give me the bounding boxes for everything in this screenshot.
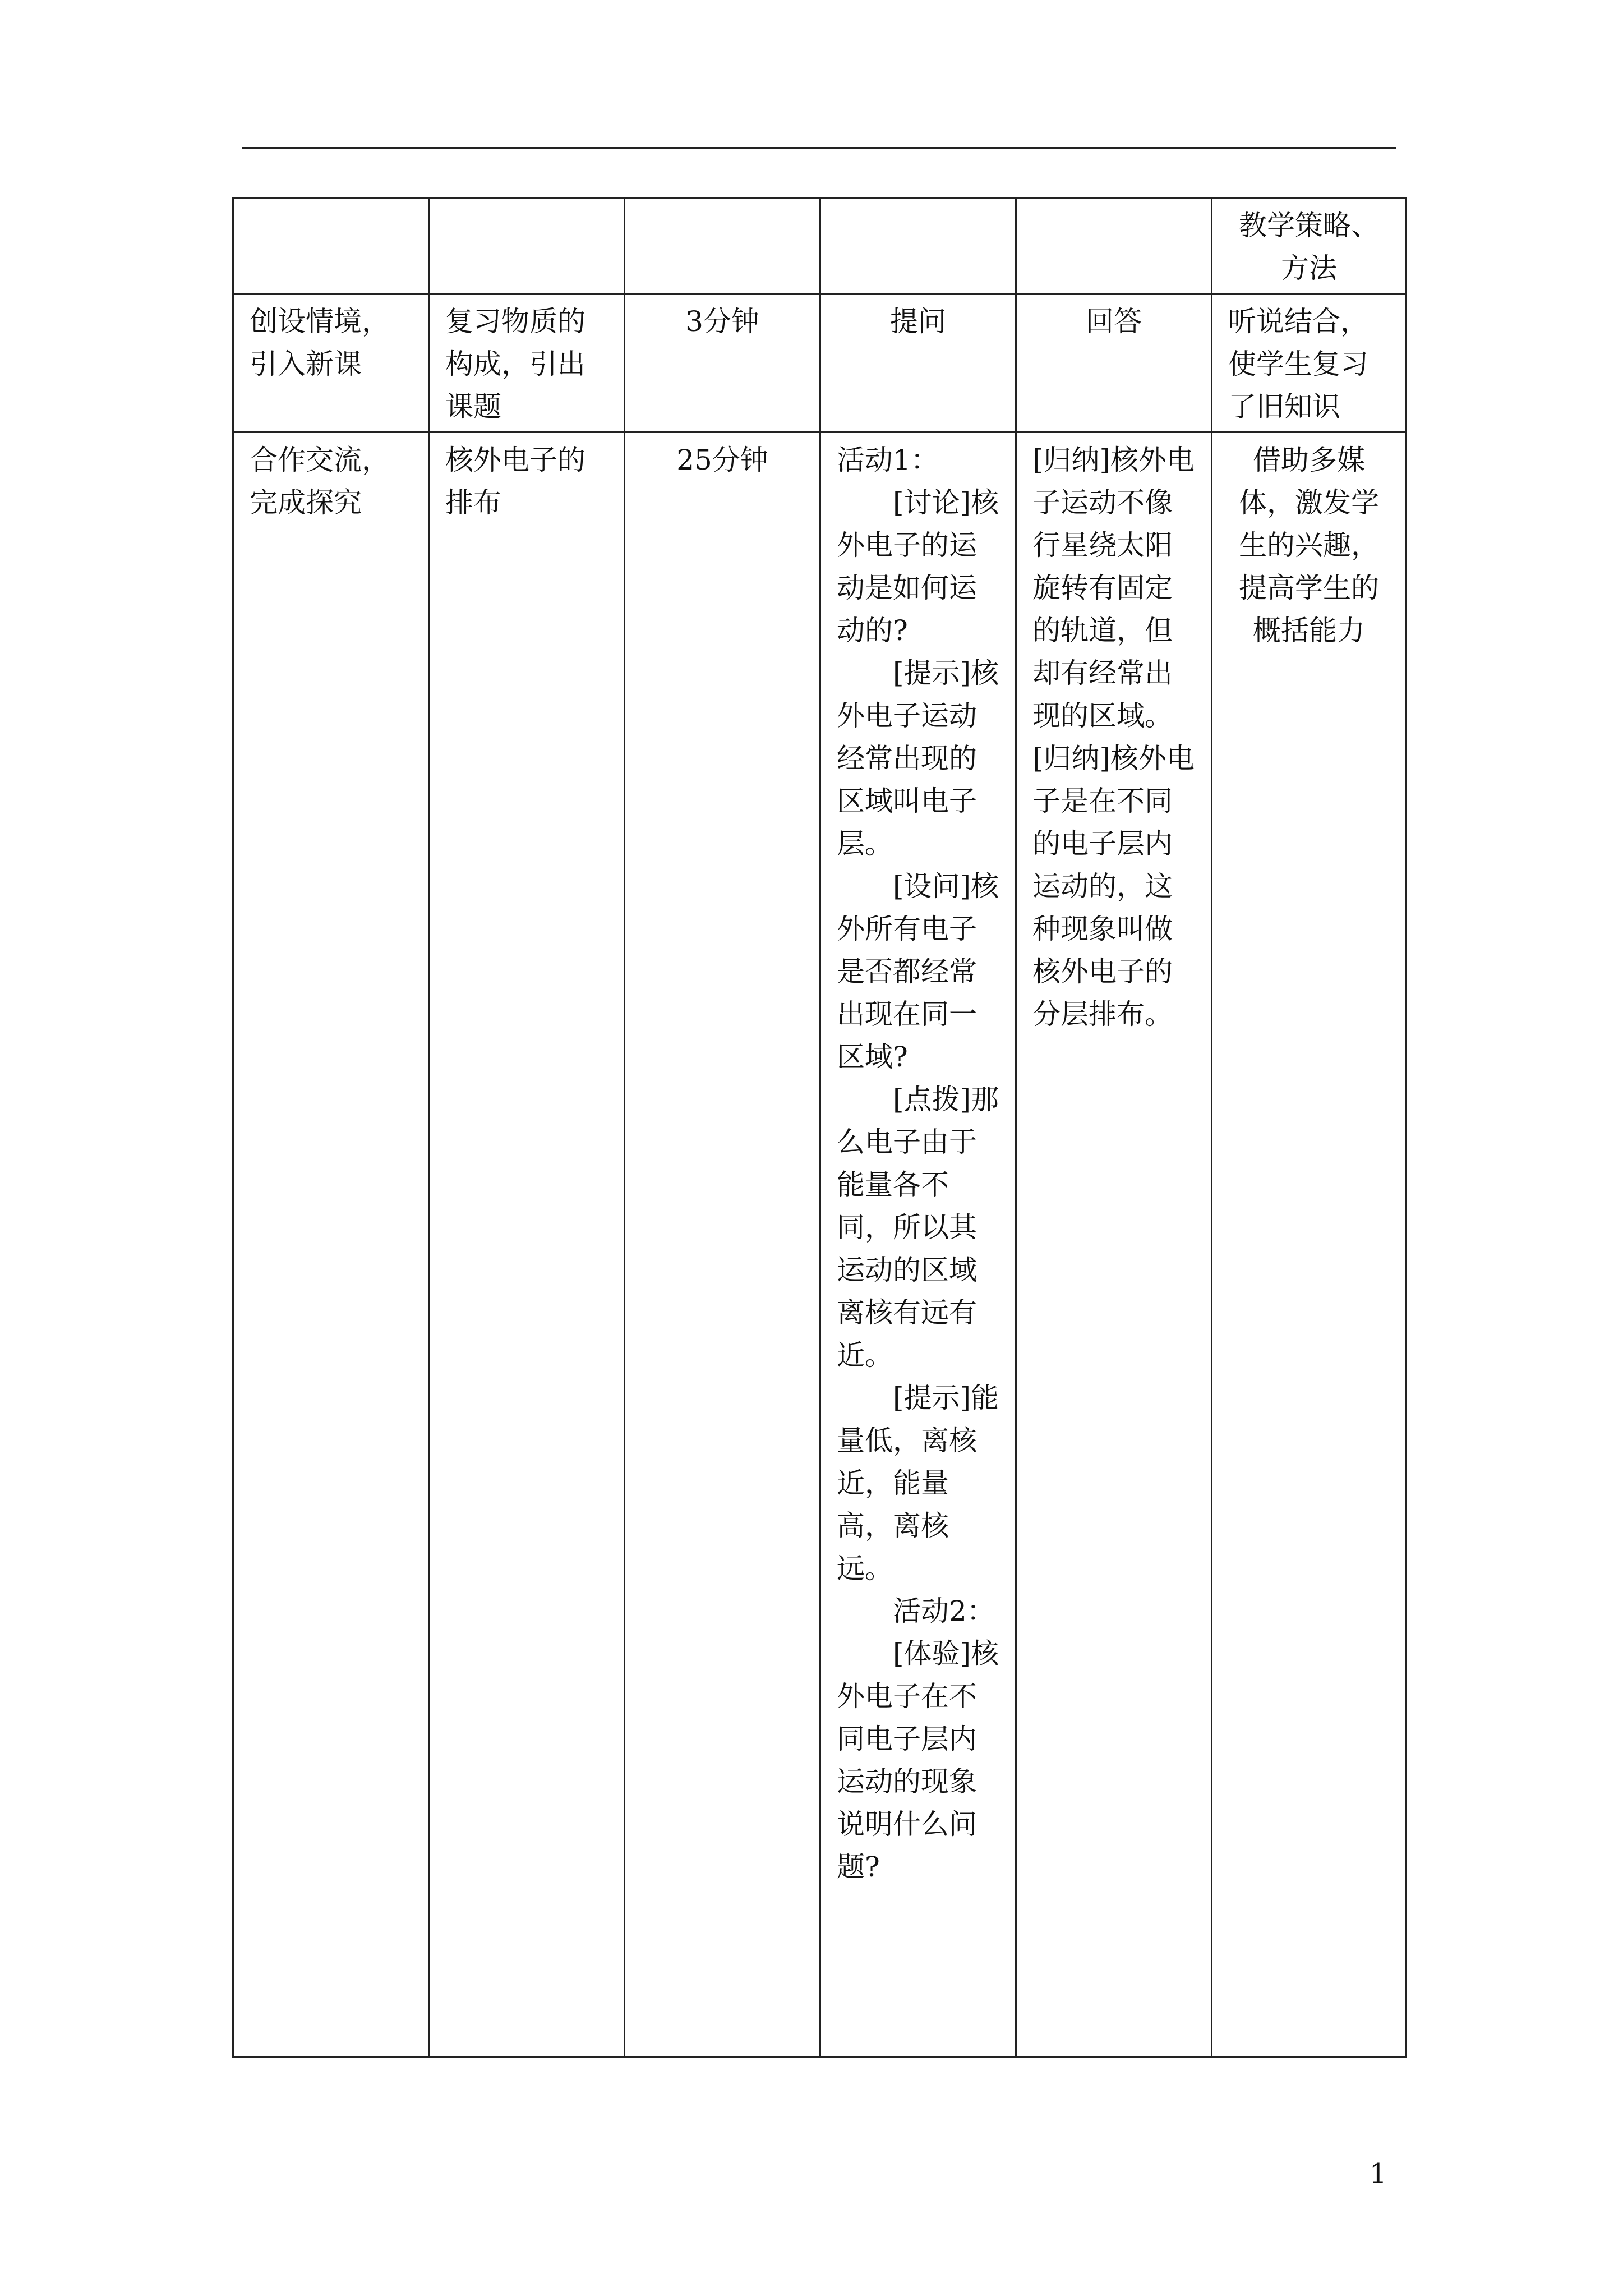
time-cell: 25分钟 (625, 432, 820, 2057)
activity-line: [点拨]那么电子由于能量各不同，所以其运动的区域离核有远有近。 (837, 1083, 999, 1372)
activity-line: [提示]能量低，离核近，能量高，离核远。 (837, 1382, 999, 1585)
summary-line: [归纳]核外电子是在不同的电子层内运动的，这种现象叫做核外电子的分层排布。 (1032, 742, 1195, 1030)
header-cell-2 (429, 198, 625, 294)
activity-line: 活动2： (893, 1595, 995, 1627)
activity-line: [体验]核外电子在不同电子层内运动的现象说明什么问题? (837, 1637, 999, 1883)
page-number: 1 (1370, 2158, 1387, 2189)
student-activity-cell (1016, 432, 1212, 2057)
header-rule (242, 147, 1396, 149)
activity-line: 活动1： (837, 444, 939, 476)
strategy-cell: 听说结合，使学生复习了旧知识 (1212, 294, 1407, 432)
table-row (233, 432, 1407, 2057)
activity-line: [提示]核外电子运动经常出现的区域叫电子层。 (837, 657, 999, 860)
header-cell-4 (820, 198, 1016, 294)
header-cell-strategy: 教学策略、方法 (1212, 198, 1407, 294)
activity-line: [设问]核外所有电子是否都经常出现在同一区域? (837, 870, 999, 1073)
stage-cell: 合作交流，完成探究 (233, 432, 429, 2057)
activity-line: [讨论]核外电子的运动是如何运动的? (837, 486, 999, 647)
strategy-cell: 借助多媒体，激发学生的兴趣，提高学生的概括能力 (1212, 432, 1407, 2057)
lesson-plan-table (232, 197, 1407, 2058)
header-cell-1 (233, 198, 429, 294)
table-header-row (233, 198, 1407, 294)
summary-line: [归纳]核外电子运动不像行星绕太阳旋转有固定的轨道，但却有经常出现的区域。 (1032, 444, 1195, 732)
teacher-activity-cell: 提问 (820, 294, 1016, 432)
stage-cell: 创设情境，引入新课 (233, 294, 429, 432)
teacher-activity-cell (820, 432, 1016, 2057)
table-row (233, 294, 1407, 432)
content-cell: 核外电子的排布 (429, 432, 625, 2057)
content-cell: 复习物质的构成，引出课题 (429, 294, 625, 432)
time-cell: 3分钟 (625, 294, 820, 432)
header-cell-5 (1016, 198, 1212, 294)
header-cell-3 (625, 198, 820, 294)
student-activity-cell: 回答 (1016, 294, 1212, 432)
